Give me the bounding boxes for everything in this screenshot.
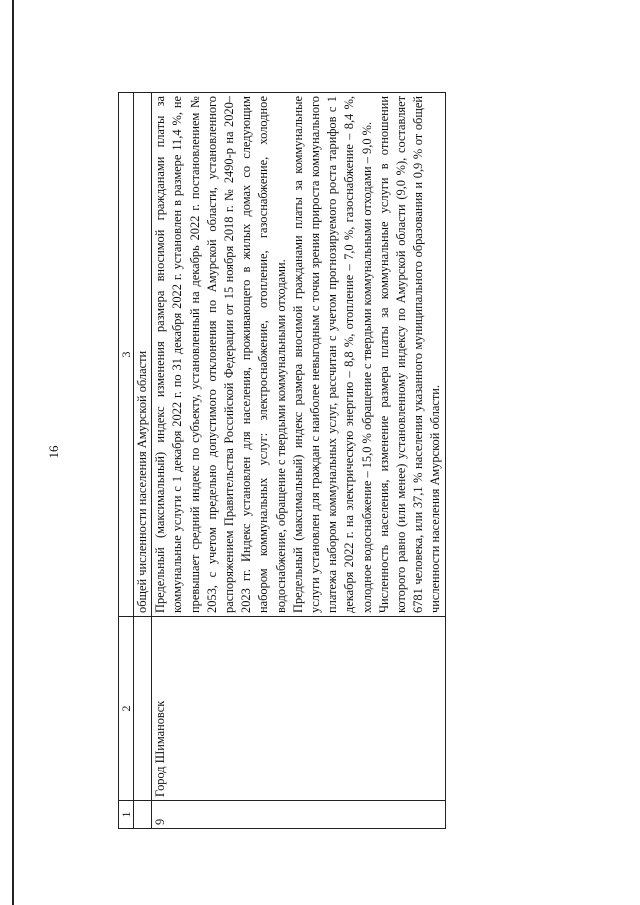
- header-col-3: 3: [119, 93, 134, 617]
- tariff-index-table: [118, 92, 446, 829]
- description-cell: [152, 93, 445, 617]
- scan-edge-line: [12, 0, 14, 905]
- continuation-row: [134, 93, 152, 829]
- continuation-cell-2: [134, 617, 152, 801]
- continuation-text: общей численности населения Амурской области: [134, 93, 152, 617]
- paragraph-index-decision: Предельный (максимальный) индекс изменения размера вносимой гражданами платы за коммунальные услуги с 1 декабря 2022 г. по 31 декабря 2022 г. установлен в размере 11,4 %, не превышает средний индекс по субъекту, установленный на декабрь 2022 г. постановлением № 2053, с учетом предельно допустимого отклонения по Амурской области, установленного распоряжением Правительства Российской Федерации от 15 ноября 2018 г. № 2490-р на 2020–2023 гг. Индекс установлен для населения, проживающего в жилых домах со следующим набором коммунальных услуг: электроснабжение, отопление, газоснабжение, холодное водоснабжение, обращение с твердыми коммунальными отходами.: [153, 96, 288, 613]
- rotated-table-sheet: [118, 93, 588, 829]
- continuation-cell-1: [134, 801, 152, 829]
- table-header-row: [119, 93, 134, 829]
- paragraph-population-share: Численность населения, изменение размера платы за коммунальные услуги в отношении которого равно (или менее) установленному индексу по Амурской области (9,0 %), составляет 6781 человека, или 37,1 % населения указанного муниципального образования и 0,9 % от общей численности населения Амурской области.: [376, 96, 443, 613]
- table-row: [152, 93, 445, 829]
- header-col-2: 2: [119, 617, 134, 801]
- row-number: 9: [152, 801, 445, 829]
- header-col-1: 1: [119, 801, 134, 829]
- municipality-name: Город Шимановск: [152, 617, 445, 801]
- paragraph-index-calculation: Предельный (максимальный) индекс размера вносимой гражданами платы за коммунальные услуги установлен для граждан с наиболее невыгодным с точки зрения прироста коммунального платежа набором коммунальных услуг, рассчитан с учетом прогнозируемого роста тарифов с 1 декабря 2022 г. на электрическую энергию – 8,8 %, отопление – 7,0 %, газоснабжение – 8,4 %, холодное водоснабжение – 15,0 % обращение с твердыми коммунальными отходами – 9,0 %.: [290, 96, 374, 613]
- page-number: 16: [46, 445, 61, 459]
